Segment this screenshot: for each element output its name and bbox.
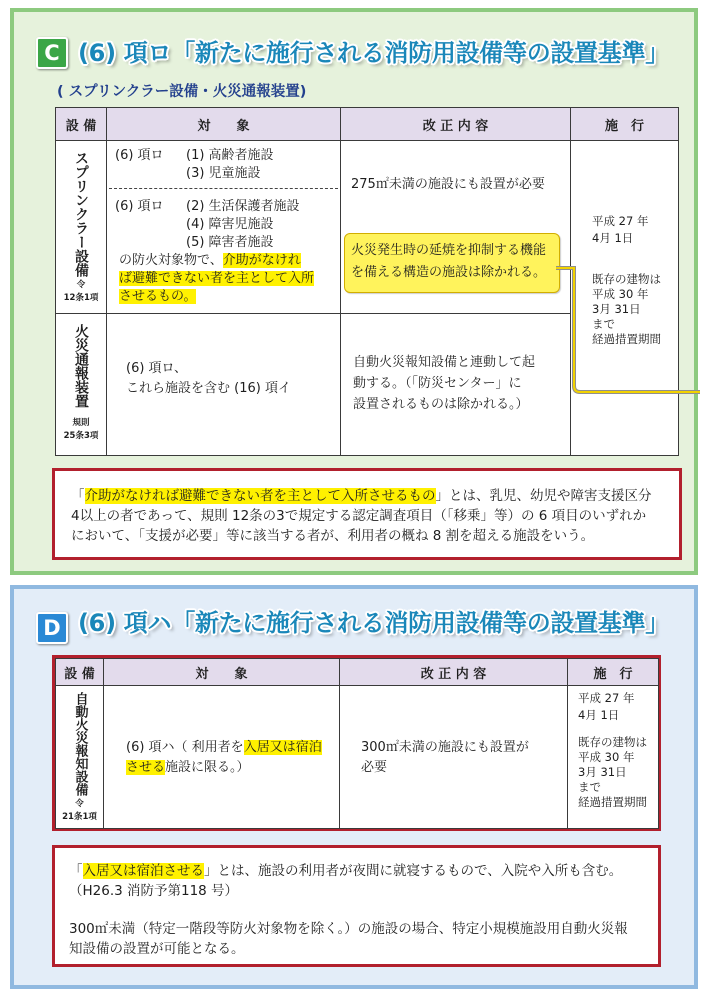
notifier-revision-cell (341, 314, 571, 456)
condition-line-1-plain: の防火対象物で、 (119, 253, 223, 268)
alarm-revision-line-2: 必要 (361, 760, 388, 775)
condition-line-2-highlight: ば避難できない者を主として入所 (119, 271, 315, 286)
table-header-row (56, 108, 679, 141)
alarm-effective-cell (568, 686, 659, 829)
alarm-transition-line-5: 経過措置期間 (578, 795, 647, 809)
sprinkler-revision-cell (341, 141, 571, 314)
header-revision: 改 正 内 容 (341, 108, 571, 141)
notifier-law-article: 25条3項 (63, 431, 99, 441)
group2-sub-3: (5) 障害者施設 (186, 235, 274, 250)
note-d-line-3: 300㎡未満（特定一階段等防火対象物を除く。）の施設の場合、特定小規模施設用自動火災報 (69, 921, 628, 937)
transition-line-5: 経過措置期間 (592, 332, 661, 346)
note-c-line-1 (71, 486, 652, 506)
note-c-line-3: において、「支援が必要」等に該当する者が、利用者の概ね 8 割を超える施設をいう。 (71, 528, 595, 544)
header-equipment: 設 備 (56, 659, 104, 686)
alarm-target-line-1 (126, 738, 322, 758)
alarm-law-article: 21条1項 (62, 812, 97, 822)
notifier-revision-line-2: 動する。（「防災センター」に (353, 376, 522, 391)
alarm-transition-line-4: まで (578, 780, 601, 794)
header-target: 対 象 (107, 108, 341, 141)
group1-item: (6) 項ロ (115, 148, 164, 163)
transition-line-1: 既存の建物は (592, 272, 661, 286)
note-c-open-quote: 「 (71, 488, 85, 504)
section-d-badge: D (36, 612, 68, 644)
alarm-target-line-2 (126, 758, 250, 778)
sprinkler-law-type: 令 (76, 280, 86, 290)
note-d-line-4: 知設備の設置が可能となる。 (69, 941, 245, 957)
transition-line-3: 3月 31日 (592, 302, 641, 316)
section-d-table (55, 658, 659, 829)
dashed-divider (109, 188, 338, 189)
group2-sub-2: (4) 障害児施設 (186, 217, 274, 232)
section-c-subtitle: ( スプリンクラー設備・火災通報装置) (57, 84, 307, 100)
alarm-transition-line-2: 平成 30 年 (578, 750, 635, 764)
sprinkler-equipment-name: スプリンクラー設備 (73, 151, 89, 277)
header-equipment: 設 備 (56, 108, 107, 141)
alarm-equipment-cell (56, 686, 104, 829)
alarm-date-line-2: 4月 1日 (578, 708, 620, 722)
header-effective: 施 行 (571, 108, 679, 141)
notifier-equipment-cell (56, 314, 107, 456)
table-row-fire-alarm (56, 686, 659, 829)
notifier-equipment-name: 火災通報装置 (73, 324, 89, 408)
condition-line-3 (119, 288, 196, 306)
group1-sub-2: (3) 児童施設 (186, 166, 261, 181)
note-d-open-quote: 「 (69, 863, 83, 879)
section-d-note (52, 845, 661, 967)
connector-outline (556, 268, 700, 392)
alarm-date-line-1: 平成 27 年 (578, 691, 635, 705)
note-d-line-2: （H26.3 消防予第118 号） (69, 883, 239, 899)
table-header-row (56, 659, 659, 686)
group2-item: (6) 項ロ (115, 199, 164, 214)
effective-date-line-1: 平成 27 年 (592, 214, 649, 228)
notifier-revision-line-3: 設置されるものは除かれる。） (353, 397, 529, 412)
notifier-target-cell (107, 314, 341, 456)
note-c-line-2: 4以上の者であって、規則 12条の3で規定する認定調査項目（「移乗」等）の 6 項目のいずれか (71, 508, 647, 524)
section-c-title: (6) 項ロ「新たに施行される消防用設備等の設置基準」 (78, 39, 669, 67)
note-d-highlight: 入居又は宿泊させる (82, 863, 204, 879)
alarm-transition-line-3: 3月 31日 (578, 765, 627, 779)
note-c-highlight: 介助がなければ避難できない者を主として入所させるもの (84, 488, 436, 504)
note-d-line-1 (69, 861, 622, 881)
alarm-revision-line-1: 300㎡未満の施設にも設置が (361, 740, 529, 755)
condition-line-2 (119, 270, 314, 288)
notifier-law-type: 規則 (72, 418, 90, 428)
alarm-transition-line-1: 既存の建物は (578, 735, 647, 749)
notifier-target-line-2: これら施設を含む (16) 項イ (126, 381, 291, 396)
alarm-law-type: 令 (75, 799, 84, 809)
header-effective: 施 行 (568, 659, 659, 686)
effective-date-line-2: 4月 1日 (592, 231, 634, 245)
notifier-target-line-1: (6) 項ロ、 (126, 361, 188, 376)
exception-line-2: を備える構造の施設は除かれる。 (351, 265, 547, 280)
condition-line-1 (119, 252, 301, 270)
notifier-revision-line-1: 自動火災報知設備と連動して起 (353, 355, 536, 370)
alarm-equipment-name: 自動火災報知設備 (72, 692, 88, 796)
group1-sub-1: (1) 高齢者施設 (186, 148, 274, 163)
alarm-revision-cell (340, 686, 568, 829)
transition-line-2: 平成 30 年 (592, 287, 649, 301)
condition-line-3-highlight: させるもの。 (119, 289, 197, 304)
section-c-note (52, 468, 682, 560)
alarm-target-cell (104, 686, 340, 829)
alarm-target-line-1-highlight: 入居又は宿泊 (243, 740, 322, 755)
alarm-target-line-2-highlight: させる (126, 760, 166, 775)
note-d-line-1-rest: 」とは、施設の利用者が夜間に就寝するもので、入院や入所も含む。 (204, 863, 623, 879)
sprinkler-revision-text: 275㎡未満の施設にも設置が必要 (351, 177, 545, 192)
exception-line-1: 火災発生時の延焼を抑制する機能 (351, 243, 547, 258)
note-c-line-1-rest: 」とは、乳児、幼児や障害支援区分 (435, 488, 652, 504)
exception-callout (344, 233, 560, 293)
alarm-target-line-2-plain: 施設に限る。） (165, 760, 250, 775)
condition-line-1-highlight: 介助がなけれ (222, 253, 301, 268)
callout-connector-line (556, 262, 702, 398)
group2-sub-1: (2) 生活保護者施設 (186, 199, 300, 214)
sprinkler-equipment-cell (56, 141, 107, 314)
header-revision: 改 正 内 容 (340, 659, 568, 686)
sprinkler-law-article: 12条1項 (63, 293, 99, 303)
transition-line-4: まで (592, 317, 615, 331)
header-target: 対 象 (104, 659, 340, 686)
sprinkler-target-cell (107, 141, 341, 314)
section-c-badge: C (36, 37, 68, 69)
alarm-target-line-1-plain: (6) 項ハ（ 利用者を (126, 740, 244, 755)
connector-fill (556, 268, 700, 392)
section-d-title: (6) 項ハ「新たに施行される消防用設備等の設置基準」 (78, 609, 669, 637)
